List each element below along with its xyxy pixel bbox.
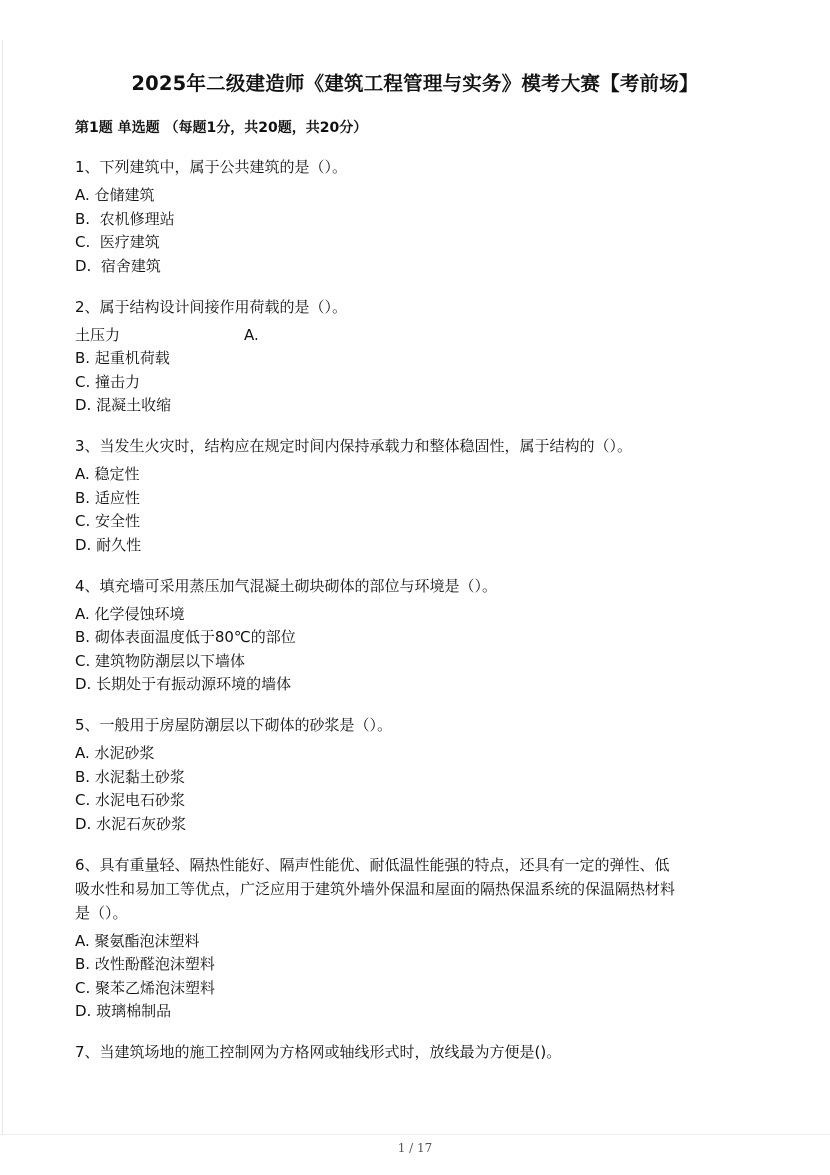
question-6: [75, 853, 755, 1024]
option-d: D. 长期处于有振动源环境的墙体: [75, 675, 292, 693]
option-a: [75, 324, 755, 348]
question-stem: 7、当建筑场地的施工控制网为方格网或轴线形式时，放线最为方便是()。: [75, 1043, 562, 1061]
option-b: B. 改性酚醛泡沫塑料: [75, 955, 215, 973]
option-a: A. 仓储建筑: [75, 186, 155, 204]
option-c: C. 撞击力: [75, 372, 141, 391]
option-d: D. 混凝土收缩: [75, 396, 172, 414]
option-d: D. 玻璃棉制品: [75, 1002, 172, 1020]
question-3: [75, 434, 755, 557]
page-edge-bottom: [0, 1134, 830, 1135]
option-a: A. 稳定性: [75, 465, 140, 483]
option-b: B. 农机修理站: [75, 209, 175, 228]
page-edge-left: [2, 40, 3, 1135]
option-a-text: 土压力: [75, 325, 121, 344]
option-a: A. 化学侵蚀环境: [75, 604, 185, 623]
document-title: 2025年二级建造师《建筑工程管理与实务》模考大赛【考前场】: [131, 72, 699, 95]
question-stem: 1、下列建筑中，属于公共建筑的是（）。: [75, 158, 348, 176]
option-a-label: A.: [244, 325, 259, 344]
option-a: A. 水泥砂浆: [75, 744, 155, 762]
question-stem: 4、填充墙可采用蒸压加气混凝土砌块砌体的部位与环境是（）。: [75, 576, 498, 595]
option-d: D. 耐久性: [75, 535, 142, 554]
option-c: C. 安全性: [75, 512, 141, 530]
option-c: C. 水泥电石砂浆: [75, 791, 186, 809]
section-heading: 第1题 单选题 （每题1分，共20题，共20分）: [75, 120, 368, 136]
option-c: C. 医疗建筑: [75, 233, 160, 251]
page-number: 1 / 17: [397, 1141, 433, 1155]
option-c: C. 聚苯乙烯泡沫塑料: [75, 978, 216, 997]
question-stem-line: 吸水性和易加工等优点，广泛应用于建筑外墙外保温和屋面的隔热保温系统的保温隔热材料: [75, 879, 676, 898]
question-1: [75, 155, 755, 278]
option-d: D. 水泥石灰砂浆: [75, 814, 187, 833]
question-5: [75, 713, 755, 836]
option-b: B. 水泥黏土砂浆: [75, 767, 185, 786]
question-stem: 3、当发生火灾时，结构应在规定时间内保持承载力和整体稳固性，属于结构的（）。: [75, 437, 633, 455]
option-a: A. 聚氨酯泡沫塑料: [75, 931, 200, 950]
question-list: [75, 155, 755, 1069]
question-2: [75, 295, 755, 418]
question-4: [75, 574, 755, 697]
option-c: C. 建筑物防潮层以下墙体: [75, 651, 246, 670]
option-b: B. 起重机荷载: [75, 349, 170, 367]
option-b: B. 砌体表面温度低于80℃的部位: [75, 628, 296, 646]
option-b: B. 适应性: [75, 488, 140, 507]
question-stem-line: 6、具有重量轻、隔热性能好、隔声性能优、耐低温性能强的特点，还具有一定的弹性、低: [75, 855, 670, 874]
option-d: D. 宿舍建筑: [75, 256, 161, 275]
question-7: [75, 1040, 755, 1064]
question-stem: 2、属于结构设计间接作用荷载的是（）。: [75, 297, 348, 316]
question-stem: 5、一般用于房屋防潮层以下砌体的砂浆是（）。: [75, 716, 393, 734]
question-stem-line: 是（）。: [75, 903, 128, 922]
